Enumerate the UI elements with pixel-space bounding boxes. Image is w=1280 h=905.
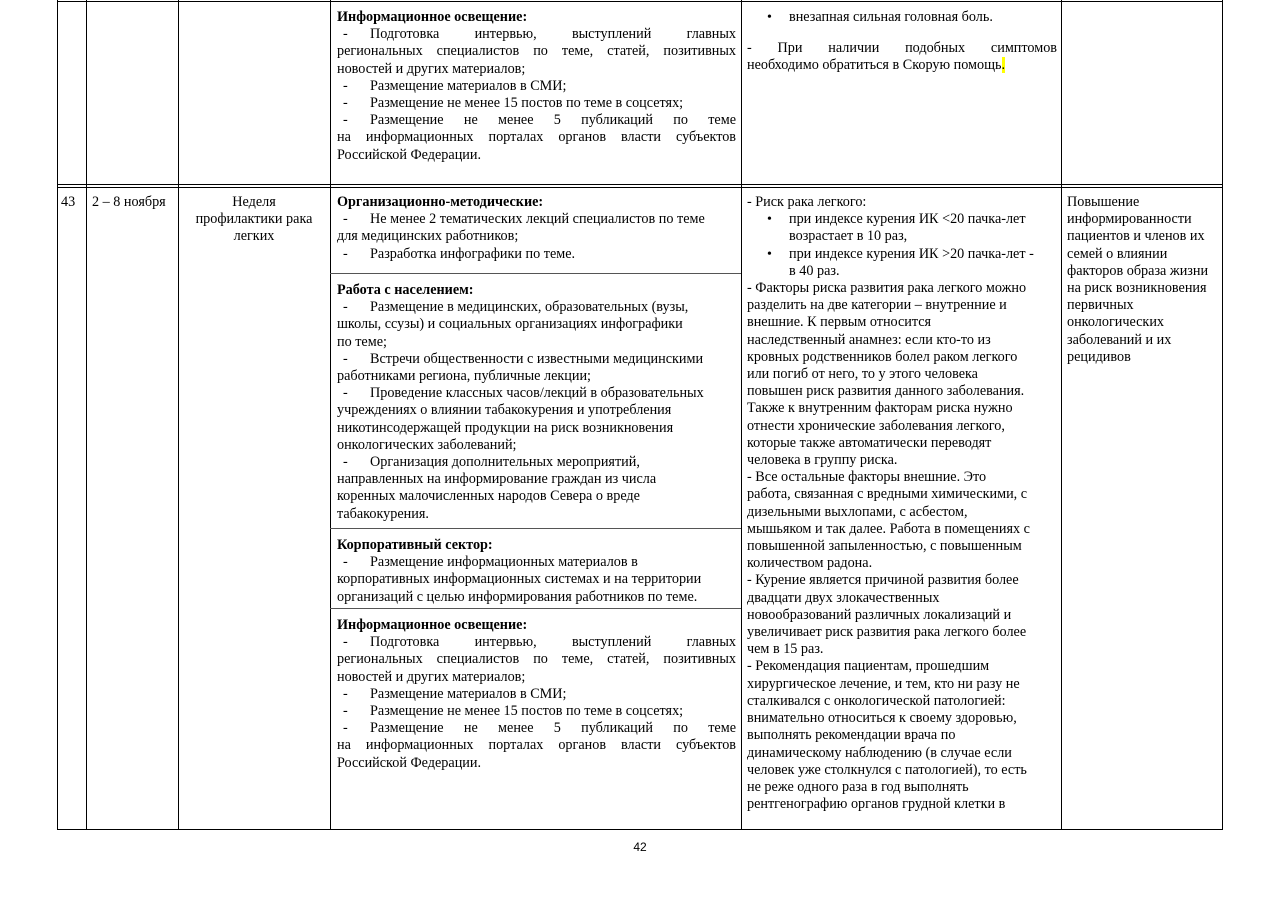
result-line: пациентов и членов их (1067, 228, 1205, 245)
info-line: - Рекомендация пациентам, прошедшим (747, 658, 990, 675)
info-line: - Факторы риска развития рака легкого можно (747, 280, 1027, 297)
highlight-mark: . (1001, 57, 1006, 74)
result-line: первичных (1067, 297, 1134, 314)
top-info-note-2: необходимо обратиться в Скорую помощь. (747, 57, 1006, 74)
info-line: внешние. К первым относится (747, 314, 932, 331)
table-border-col3 (330, 0, 331, 830)
row-number: 43 (61, 194, 76, 210)
info-line: или погиб от него, то у этого человека (747, 366, 978, 383)
corporate-cell: Корпоративный сектор: - Размещение информационных материалов в корпоративных информационных системах и на территории организаций с целью информирования работников по теме. (337, 537, 736, 606)
result-line: информированности (1067, 211, 1192, 228)
media-heading: Информационное освещение: (337, 617, 528, 633)
result-line: на риск возникновения (1067, 280, 1207, 297)
population-item-3: - Проведение классных часов/лекций в образовательных (343, 385, 704, 402)
top-plan-item-3: - Размещение не менее 15 постов по теме в соцсетях; (343, 95, 684, 112)
sub-divider-3 (330, 608, 741, 609)
top-info-note-1: - При наличии подобных симптомов (747, 40, 1057, 57)
table-border-top (57, 1, 1223, 2)
info-line: дизельными выхлопами, с асбестом, (747, 503, 968, 520)
info-line: двадцати двух злокачественных (747, 589, 940, 606)
event-title: Неделя профилактики рака легких (195, 194, 313, 245)
row-dates: 2 – 8 ноября (92, 194, 166, 210)
info-line: человека в группу риска. (747, 452, 898, 469)
info-line: количеством радона. (747, 555, 873, 572)
info-line: разделить на две категории – внутренние и (747, 297, 1007, 314)
top-plan-item-2: - Размещение материалов в СМИ; (343, 77, 567, 94)
info-line: человек уже столкнулся с патологией), то есть (747, 761, 1027, 778)
info-line: увеличивает риск развития рака легкого более (747, 624, 1027, 641)
result-line: онкологических (1067, 314, 1165, 331)
table-border-col1 (86, 0, 87, 830)
corporate-heading: Корпоративный сектор: (337, 537, 493, 553)
top-info-cell (747, 9, 1057, 75)
media-item-3: - Размещение не менее 15 постов по теме в соцсетях; (343, 703, 684, 720)
result-line: заболеваний и их (1067, 331, 1172, 348)
corporate-item-1: - Размещение информационных материалов в (343, 554, 638, 571)
page-number: 42 (633, 840, 647, 854)
population-heading: Работа с населением: (337, 282, 474, 298)
info-line: - Все остальные факторы внешние. Это (747, 469, 987, 486)
table-border-left (57, 0, 58, 830)
table-border-col4 (741, 0, 742, 830)
org-item-2: - Разработка инфографики по теме. (343, 245, 576, 262)
info-line: кровных родственников болел раком легкого (747, 348, 1018, 365)
population-item-1: - Размещение в медицинских, образовательных (вузы, (343, 299, 689, 316)
info-line: наследственный анамнез: если кто-то из (747, 331, 991, 348)
sub-divider-1 (330, 273, 741, 274)
sub-divider-2 (330, 528, 741, 529)
top-plan-item-4: - Размещение не менее 5 публикаций по теме (343, 112, 736, 129)
info-line: рентгенографию органов грудной клетки в (747, 796, 1006, 813)
table-border-col2 (178, 0, 179, 830)
table-border-bottom (57, 829, 1223, 830)
info-line: - Курение является причиной развития более (747, 572, 1019, 589)
info-line: мышьяком и так далее. Работа в помещениях с (747, 520, 1030, 537)
info-line: отнести хронические заболевания легкого, (747, 417, 1005, 434)
top-info-bullet: • внезапная сильная головная боль. (747, 9, 1057, 26)
top-plan-item-1: - Подготовка интервью, выступлений главных (343, 26, 736, 43)
media-cell: Информационное освещение: - Подготовка интервью, выступлений главных региональных специалистов по теме, статей, позитивных новостей и других материалов; - Размещение материалов в СМИ; - Размещение не менее 15 постов по теме в соцсетях; - Размещение не менее 5 публикаций по теме на информационных порталах органов власти субъектов Российской Федерации. (337, 617, 736, 771)
population-cell: Работа с населением: - Размещение в медицинских, образовательных (вузы, школы, ссузы) и социальных организациях инфографики по теме; - Встречи общественности с известными медицинскими работниками региона, публичные лекции; - Проведение классных часов/лекций в образовательных учреждениях о влиянии табакокурения и употребления никотинсодержащей продукции на риск возникновения онкологических заболеваний; - Организация дополнительных мероприятий, направленных на информирование граждан из числа коренных малочисленных народов Севера о вреде табакокурения. (337, 282, 736, 523)
row-divider (57, 184, 1223, 185)
info-line: не реже одного раза в год выполнять (747, 778, 969, 795)
population-item-2: - Встречи общественности с известными медицинскими (343, 350, 704, 367)
info-line: новообразований различных локализаций и (747, 606, 1012, 623)
info-bullet-2: • при индексе курения ИК >20 пачка-лет - в 40 раз. (747, 246, 1059, 280)
info-line: повышен риск развития данного заболевания. (747, 383, 1025, 400)
result-line: семей о влиянии (1067, 245, 1168, 262)
result-line: факторов образа жизни (1067, 262, 1209, 279)
org-item-1: - Не менее 2 тематических лекций специалистов по теме (343, 211, 705, 228)
info-line: которые также автоматически переводят (747, 434, 992, 451)
info-line: Также к внутренним факторам риска нужно (747, 400, 1013, 417)
media-item-4: - Размещение не менее 5 публикаций по теме (343, 720, 736, 737)
top-plan-heading: Информационное освещение: (337, 9, 528, 25)
table-border-col5 (1061, 0, 1062, 830)
info-line: динамическому наблюдению (в случае если (747, 744, 1012, 761)
table-border-right (1222, 0, 1223, 830)
media-item-2: - Размещение материалов в СМИ; (343, 685, 567, 702)
info-line: сталкивался с онкологической патологией: (747, 692, 1006, 709)
info-line: чем в 15 раз. (747, 641, 824, 658)
info-line: хирургическое лечение, и тем, кто ни разу не (747, 675, 1020, 692)
population-item-4: - Организация дополнительных мероприятий, (343, 454, 640, 471)
org-method-cell: Организационно-методические: - Не менее 2 тематических лекций специалистов по теме для медицинских работников; - Разработка инфографики по теме. (337, 194, 736, 263)
media-item-1: - Подготовка интервью, выступлений главных (343, 634, 736, 651)
row-divider-2 (57, 187, 1223, 188)
info-line: повышенной запыленностью, с повышенным (747, 538, 1022, 555)
info-line: выполнять рекомендации врача по (747, 727, 956, 744)
result-cell (1067, 194, 1221, 366)
result-line: рецидивов (1067, 348, 1131, 365)
info-bullet-1: • при индексе курения ИК <20 пачка-лет возрастает в 10 раз, (747, 211, 1059, 245)
info-paragraphs (747, 280, 1059, 813)
info-line: работа, связанная с вредными химическими, с (747, 486, 1028, 503)
org-method-heading: Организационно-методические: (337, 194, 544, 210)
result-line: Повышение (1067, 194, 1140, 210)
info-line: внимательно относиться к своему здоровью, (747, 710, 1017, 727)
info-intro: - Риск рака легкого: (747, 194, 867, 210)
info-cell (747, 194, 1059, 813)
top-plan-cell: Информационное освещение: - Подготовка интервью, выступлений главных региональных специалистов по теме, статей, позитивных новостей и других материалов; - Размещение материалов в СМИ; - Размещение не менее 15 постов по теме в соцсетях; - Размещение не менее 5 публикаций по теме на информационных порталах органов власти субъектов Российской Федерации. (337, 9, 736, 163)
